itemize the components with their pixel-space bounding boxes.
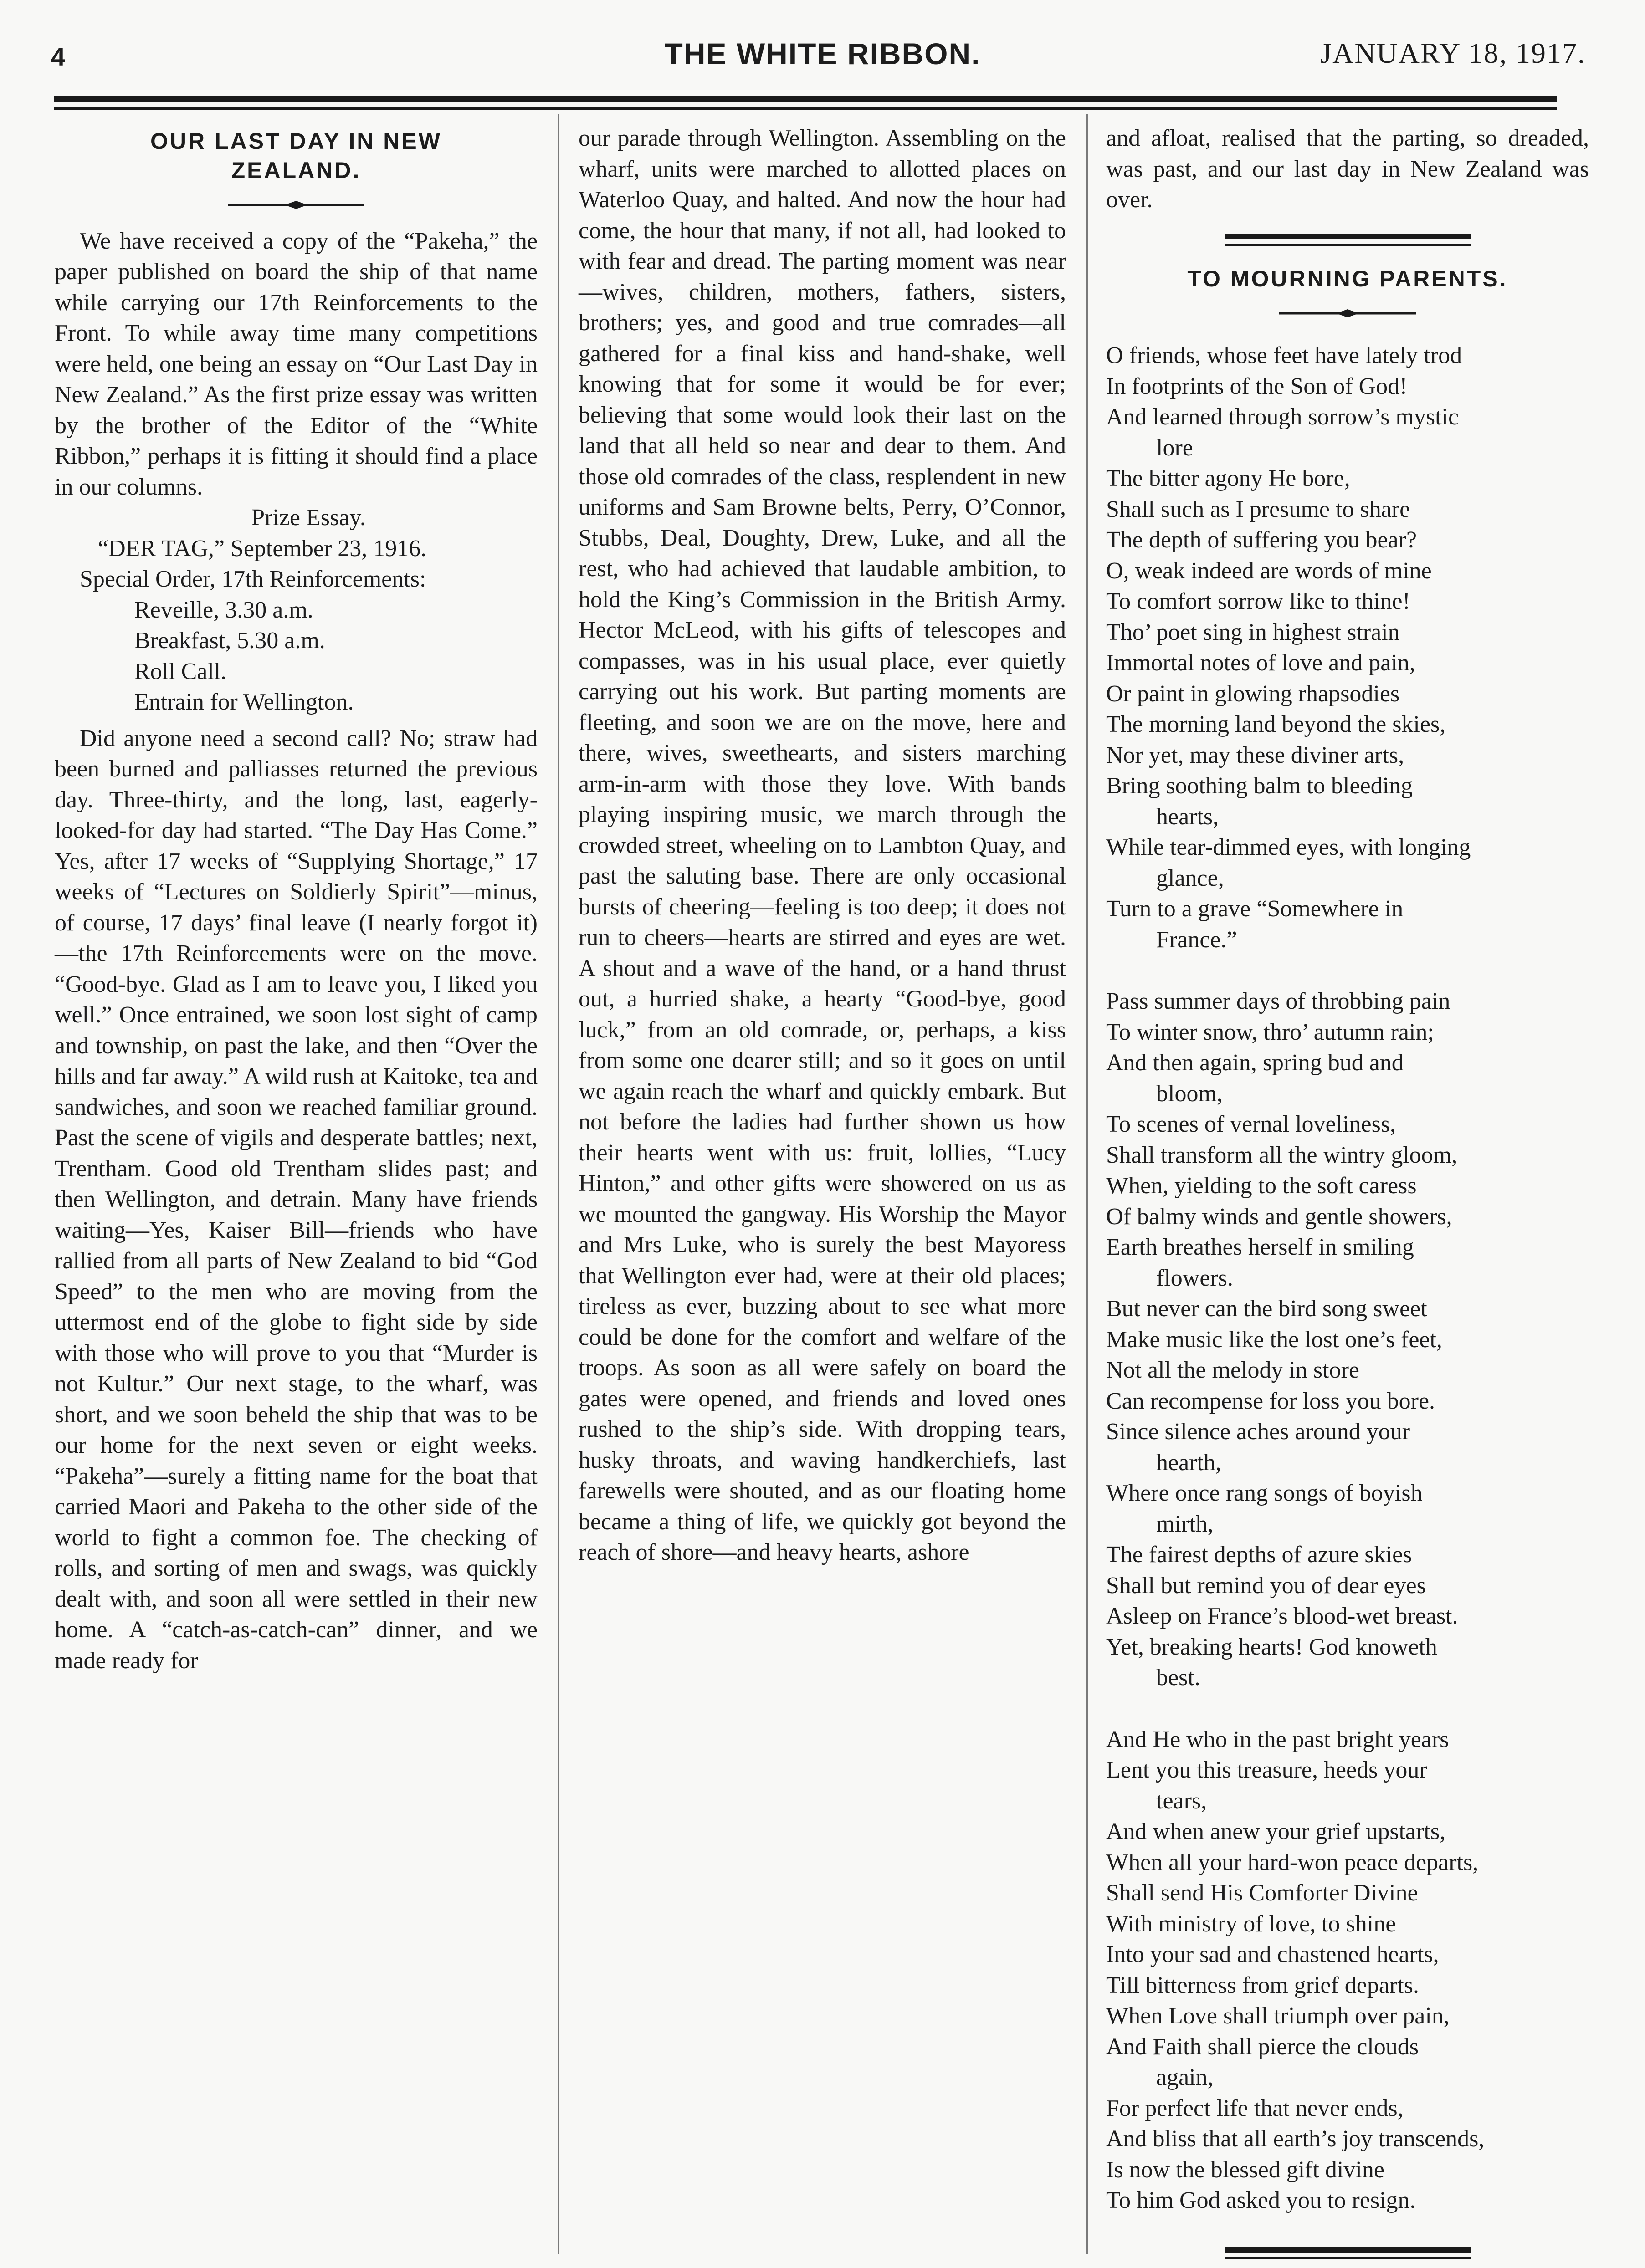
poem-line: Immortal notes of love and pain,	[1106, 650, 1415, 676]
poem-line: And then again, spring bud and	[1106, 1050, 1404, 1076]
page-number: 4	[51, 42, 66, 71]
poem-line: The morning land beyond the skies,	[1106, 711, 1446, 737]
poem-line: Pass summer days of throbbing pain	[1106, 988, 1450, 1014]
poem-line: Bring soothing balm to bleeding	[1106, 773, 1413, 799]
essay-subhead: Prize Essay.	[251, 505, 366, 531]
article-intro: We have received a copy of the “Pakeha,” the paper published on board the ship of that name while carrying our 17th Reinforcements to the Front. To while away time many competitions were held, one being an essay on “Our Last Day in New Zealand.” As the first prize essay was written by the brother of the Editor of the “White Ribbon,” perhaps it is fitting it should find a place in our columns.	[55, 228, 538, 500]
article-body: Did anyone need a second call? No; straw had been burned and palliasses returned the previous day. Three-thirty, and the long, last, eagerly-looked-for day had started. “The Day Has Come.” Yes, after 17 weeks of “Supplying Shortage,” 17 weeks of “Lectures on Soldierly Spirit”—minus, of course, 17 days’ final leave (I nearly forgot it)—the 17th Reinforcements were on the move. “Good-bye. Glad as I am to leave you, I liked you well.” Once entrained, we soon lost sight of camp and township, on past the lake, and then “Over the hills and far away.” A wild rush at Kaitoke, tea and sandwiches, and soon we reached familiar ground. Past the scene of vigils and desperate battles; next, Trentham. Good old Trentham slides past; and then Wellington, and detrain. Many have friends waiting—Yes, Kaiser Bill—friends who have rallied from all parts of New Zealand to bid “God Speed” to the men who are moving from the uttermost end of the globe to fight side by side with those who will prove to you that “Murder is not Kultur.” Our next stage, to the wharf, was short, and we soon beheld the ship that was to be our home for the next seven or eight weeks. “Pakeha”—surely a fitting name for the boat that carried Maori and Pakeha to the other side of the world to fight a common foe. The checking of rolls, and sorting of men and swags, was quickly dealt with, and soon all were settled in their new home. A “catch-as-catch-can” dinner, and we made ready for	[55, 725, 538, 1674]
poem-line: To winter snow, thro’ autumn rain;	[1106, 1019, 1434, 1045]
poem-line: To comfort sorrow like to thine!	[1106, 588, 1410, 614]
order-item: Breakfast, 5.30 a.m.	[134, 628, 325, 654]
poem-line: To scenes of vernal loveliness,	[1106, 1111, 1396, 1137]
poem-line: Can recompense for loss you bore.	[1106, 1388, 1435, 1414]
poem-line: France.”	[1156, 926, 1237, 953]
poem-line: To him God asked you to resign.	[1106, 2187, 1416, 2213]
column-divider	[558, 114, 559, 2254]
poem-line: Into your sad and chastened hearts,	[1106, 1941, 1439, 1967]
poem-stanza	[1106, 1724, 1589, 2216]
poem-line: Earth breathes herself in smiling	[1106, 1234, 1414, 1260]
poem-line: Not all the melody in store	[1106, 1357, 1360, 1383]
poem-line: And Faith shall pierce the clouds	[1106, 2033, 1419, 2060]
poem-line: With ministry of love, to shine	[1106, 1910, 1396, 1937]
poem-line: And bliss that all earth’s joy transcends,	[1106, 2126, 1485, 2152]
poem-line: The depth of suffering you bear?	[1106, 527, 1417, 553]
poem-line: Lent you this treasure, heeds your	[1106, 1757, 1427, 1783]
poem-line: Shall send His Comforter Divine	[1106, 1880, 1418, 1906]
poem-line: And learned through sorrow’s mystic	[1106, 404, 1459, 430]
poem-line: hearts,	[1156, 803, 1219, 830]
poem-line: When all your hard-won peace departs,	[1106, 1849, 1479, 1875]
poem-line: Since silence aches around your	[1106, 1419, 1410, 1445]
poem-line: In footprints of the Son of God!	[1106, 373, 1408, 399]
poem-line: Is now the blessed gift divine	[1106, 2156, 1384, 2183]
poem-line: Asleep on France’s blood-wet breast.	[1106, 1603, 1458, 1629]
poem-line: Nor yet, may these diviner arts,	[1106, 742, 1404, 768]
poem-line: Or paint in glowing rhapsodies	[1106, 680, 1400, 707]
poem-line: While tear-dimmed eyes, with longing	[1106, 834, 1471, 860]
poem-line: Of balmy winds and gentle showers,	[1106, 1203, 1452, 1230]
order-heading: Special Order, 17th Reinforcements:	[80, 566, 426, 592]
article-headline: OUR LAST DAY IN NEW ZEALAND.	[150, 128, 442, 183]
poem-line: Where once rang songs of boyish	[1106, 1480, 1423, 1506]
section-divider	[1225, 234, 1471, 246]
poem-line: flowers.	[1156, 1265, 1233, 1291]
poem-line: O friends, whose feet have lately trod	[1106, 342, 1462, 368]
order-item: Reveille, 3.30 a.m.	[134, 597, 313, 623]
order-item: Roll Call.	[134, 658, 227, 684]
poem-line: Make music like the lost one’s feet,	[1106, 1326, 1442, 1353]
header-rule-thick	[54, 96, 1557, 102]
poem-line: When Love shall triumph over pain,	[1106, 2003, 1450, 2029]
poem-stanza	[1106, 340, 1589, 955]
column-divider	[1086, 114, 1088, 2254]
article-body-continued: our parade through Wellington. Assembling on the wharf, units were marched to allotted places on Waterloo Quay, and halted. And now the hour had come, the hour that many, if not all, had looked to with fear and dread. The parting moment was near—wives, children, mothers, fathers, sisters, brothers; yes, and good and true comrades—all gathered for a final kiss and hand-shake, well knowing that for some it would be for ever; believing that some would look their last on the land that all held so near and dear to them. And those old comrades of the class, resplendent in new uniforms and Sam Browne belts, Perry, O’Connor, Stubbs, Deal, Doughty, Drew, Luke, and all the rest, who had achieved that laudable ambition, to hold the King’s Commission in the British Army. Hector McLeod, with his gifts of telescopes and compasses, was in his usual place, ever quietly carrying out his work. But parting moments are fleeting, and soon we are on the move, here and there, wives, sweethearts, and sisters marching arm-in-arm with those they love. With bands playing inspiring music, we march through the crowded street, wheeling on to Lambton Quay, and past the saluting base. There are only occasional bursts of cheering—feeling is too deep; it does not run to cheers—hearts are stirred and eyes are wet. A shout and a wave of the hand, or a hand thrust out, a hurried shake, a hearty “Good-bye, good luck,” from an old comrade, or, perhaps, a kiss from some one dearer still; and so it goes on until we again reach the wharf and quickly embark. But not before the ladies had further shown us how their hearts went with us: fruit, lollies, “Lucy Hinton,” and other gifts were showered on us as we mounted the gangway. His Worship the Mayor and Mrs Luke, who is surely the best Mayoress that Wellington ever had, were at their old places; tireless as ever, buzzing about to see what more could be done for the comfort and welfare of the troops. As soon as all were safely on board the gates were opened, and friends and loved ones rushed to the ship’s side. With dropping tears, husky throats, and waving handkerchiefs, last farewells were shouted, and as our floating home became a thing of life, we quickly got beyond the reach of shore—and heavy hearts, ashore	[579, 125, 1066, 1565]
poem-title: TO MOURNING PARENTS.	[1187, 266, 1508, 291]
poem-line: again,	[1156, 2064, 1214, 2090]
poem-stanza	[1106, 986, 1589, 1693]
poem-line: glance,	[1156, 865, 1224, 891]
poem-line: Tho’ poet sing in highest strain	[1106, 619, 1400, 645]
column-1	[55, 123, 538, 1676]
poem-line: tears,	[1156, 1788, 1207, 1814]
column-2	[579, 123, 1066, 1568]
poem-line: bloom,	[1156, 1080, 1223, 1107]
header-rule-thin	[54, 107, 1557, 110]
section-divider	[1225, 2247, 1471, 2259]
order-title: “DER TAG,” September 23, 1916.	[98, 535, 427, 562]
poem-line: lore	[1156, 434, 1193, 461]
poem-line: Shall transform all the wintry gloom,	[1106, 1142, 1458, 1168]
poem-line: And when anew your grief upstarts,	[1106, 1818, 1446, 1844]
poem-line: mirth,	[1156, 1511, 1214, 1537]
poem-line: hearth,	[1156, 1449, 1221, 1476]
issue-date: JANUARY 18, 1917.	[1320, 37, 1586, 69]
poem-line: The fairest depths of azure skies	[1106, 1542, 1412, 1568]
masthead-title: THE WHITE RIBBON.	[664, 37, 981, 71]
order-item: Entrain for Wellington.	[134, 689, 354, 715]
poem-line: Shall but remind you of dear eyes	[1106, 1572, 1426, 1599]
poem-line: And He who in the past bright years	[1106, 1726, 1449, 1752]
poem-line: When, yielding to the soft caress	[1106, 1173, 1417, 1199]
article-body-ending: and afloat, realised that the parting, so dreaded, was past, and our last day in New Zealand was over.	[1106, 125, 1589, 213]
poem-line: Till bitterness from grief departs.	[1106, 1972, 1419, 1998]
column-3	[1106, 123, 1589, 2268]
poem-line: O, weak indeed are words of mine	[1106, 557, 1432, 584]
poem-line: best.	[1156, 1665, 1200, 1691]
poem-line: Yet, breaking hearts! God knoweth	[1106, 1634, 1437, 1660]
poem-line: The bitter agony He bore,	[1106, 465, 1350, 491]
poem-line: For perfect life that never ends,	[1106, 2095, 1404, 2121]
dagger-rule-ornament	[55, 188, 538, 219]
poem-line: Shall such as I presume to share	[1106, 496, 1410, 522]
poem-body	[1106, 340, 1589, 2216]
poem-line: Turn to a grave “Somewhere in	[1106, 896, 1404, 922]
poem-line: But never can the bird song sweet	[1106, 1296, 1427, 1322]
dagger-rule-ornament	[1106, 296, 1589, 327]
